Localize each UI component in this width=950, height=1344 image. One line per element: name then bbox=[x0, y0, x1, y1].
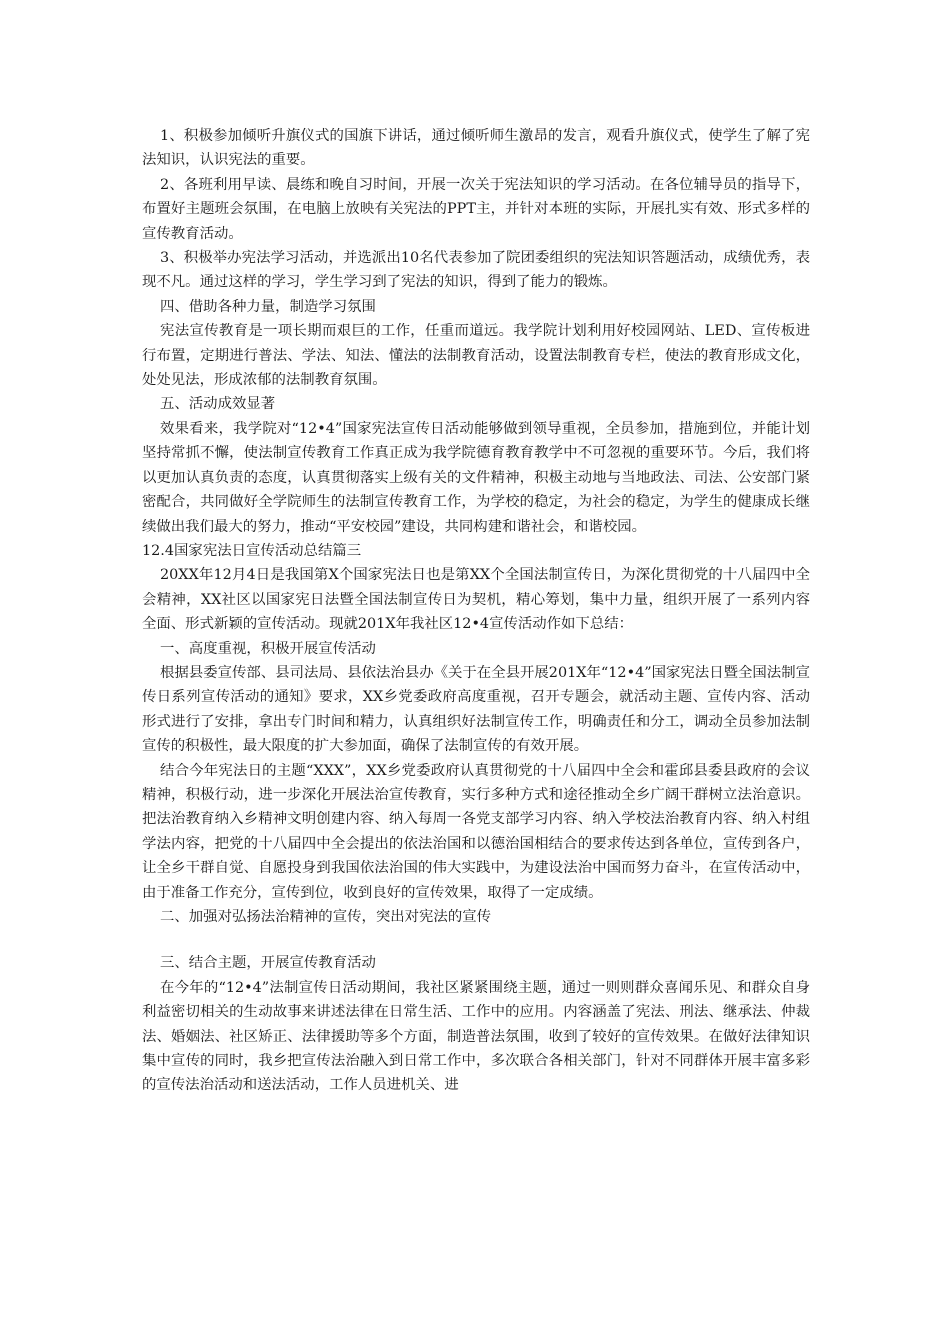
section-heading-5: 五、活动成效显著 bbox=[160, 396, 276, 413]
paragraph-7: 效果看来，我学院对“12•4”国家宪法宣传日活动能够做到领导重视，全员参加，措施到位，并能计划坚持常抓不懈，使法制宣传教育工作真正成为我学院德育教育教学中不可忽视的重要环节。今后，我们将以更加认真负责的态度，认真贯彻落实上级有关的文件精神，积极主动地与当地政法、司法、公安部门紧密配合，共同做好全学院师生的法制宣传教育工作，为学校的稳定，为社会的稳定，为学生的健康成长继续做出我们最大的努力，推动“平安校园”建设，共同构建和谐社会，和谐校园。 bbox=[142, 420, 810, 535]
paragraph-1: 1、积极参加倾听升旗仪式的国旗下讲话，通过倾听师生激昂的发言，观看升旗仪式，使学生了解了宪法知识，认识宪法的重要。 bbox=[142, 128, 810, 169]
paragraph-3: 3、积极举办宪法学习活动，并选派出10名代表参加了院团委组织的宪法知识答题活动，成绩优秀，表现不凡。通过这样的学习，学生学习到了宪法的知识，得到了能力的锻炼。 bbox=[142, 250, 810, 291]
document-body bbox=[142, 124, 810, 1098]
section-heading-4: 四、借助各种力量，制造学习氛围 bbox=[160, 298, 376, 315]
section-heading-2: 二、加强对弘扬法治精神的宣传，突出对宪法的宣传 bbox=[160, 909, 491, 925]
section-heading-3: 三、结合主题，开展宣传教育活动 bbox=[160, 955, 376, 972]
paragraph-16: 在今年的“12•4”法制宣传日活动期间，我社区紧紧围绕主题，通过一则则群众喜闻乐见、和群众自身利益密切相关的生动故事来讲述法律在日常生活、工作中的应用。内容涵盖了宪法、刑法、继承法、仲裁法、婚姻法、社区矫正、法律援助等多个方面，制造普法氛围，收到了较好的宣传效果。在做好法律知识集中宣传的同时，我乡把宣传法治融入到日常工作中，多次联合各相关部门，针对不同群体开展丰富多彩的宣传法治活动和送法活动，工作人员进机关、进 bbox=[142, 979, 810, 1094]
blank-line bbox=[142, 929, 810, 951]
paragraph-11: 根据县委宣传部、县司法局、县依法治县办《关于在全县开展201X年“12•4”国家宪法日暨全国法制宣传日系列宣传活动的通知》要求，XX乡党委政府高度重视，召开专题会，就活动主题、宣传内容、活动形式进行了安排，拿出专门时间和精力，认真组织好法制宣传工作，明确责任和分工，调动全员参加法制宣传的积极性，最大限度的扩大参加面，确保了法制宣传的有效开展。 bbox=[142, 664, 810, 755]
paragraph-9: 20XX年12月4日是我国第X个国家宪法日也是第XX个全国法制宣传日，为深化贯彻党的十八届四中全会精神，XX社区以国家宪日法暨全国法制宣传日为契机，精心筹划，集中力量，组织开展了一系列内容全面、形式新颖的宣传活动。现就201X年我社区12•4宣传活动作如下总结： bbox=[142, 567, 810, 633]
paragraph-5: 宪法宣传教育是一项长期而艰巨的工作，任重而道远。我学院计划利用好校园网站、LED、宣传板进行布置，定期进行普法、学法、知法、懂法的法制教育活动，设置法制教育专栏，使法的教育形成文化，处处见法，形成浓郁的法制教育氛围。 bbox=[142, 323, 810, 389]
section-heading-1: 一、高度重视，积极开展宣传活动 bbox=[160, 640, 376, 657]
paragraph-2: 2、各班利用早读、晨练和晚自习时间，开展一次关于宪法知识的学习活动。在各位辅导员的指导下，布置好主题班会氛围，在电脑上放映有关宪法的PPT主，并针对本班的实际，开展扎实有效、形式多样的宣传教育活动。 bbox=[142, 176, 810, 242]
paragraph-12: 结合今年宪法日的主题“XXX”，XX乡党委政府认真贯彻党的十八届四中全会和霍邱县委县政府的会议精神，积极行动，进一步深化开展法治宣传教育，实行多种方式和途径推动全乡广阔干群树立法治意识。把法治教育纳入乡精神文明创建内容、纳入每周一各党支部学习内容、纳入学校法治教育内容、纳入村组学法内容，把党的十八届四中全会提出的依法治国和以德治国相结合的要求传达到各单位，宣传到各户，让全乡干群自觉、自愿投身到我国依法治国的伟大实践中，为建设法治中国而努力奋斗，在宣传活动中，由于准备工作充分，宣传到位，收到良好的宣传效果，取得了一定成绩。 bbox=[142, 762, 810, 901]
article-title: 12.4国家宪法日宣传活动总结篇三 bbox=[142, 542, 362, 559]
